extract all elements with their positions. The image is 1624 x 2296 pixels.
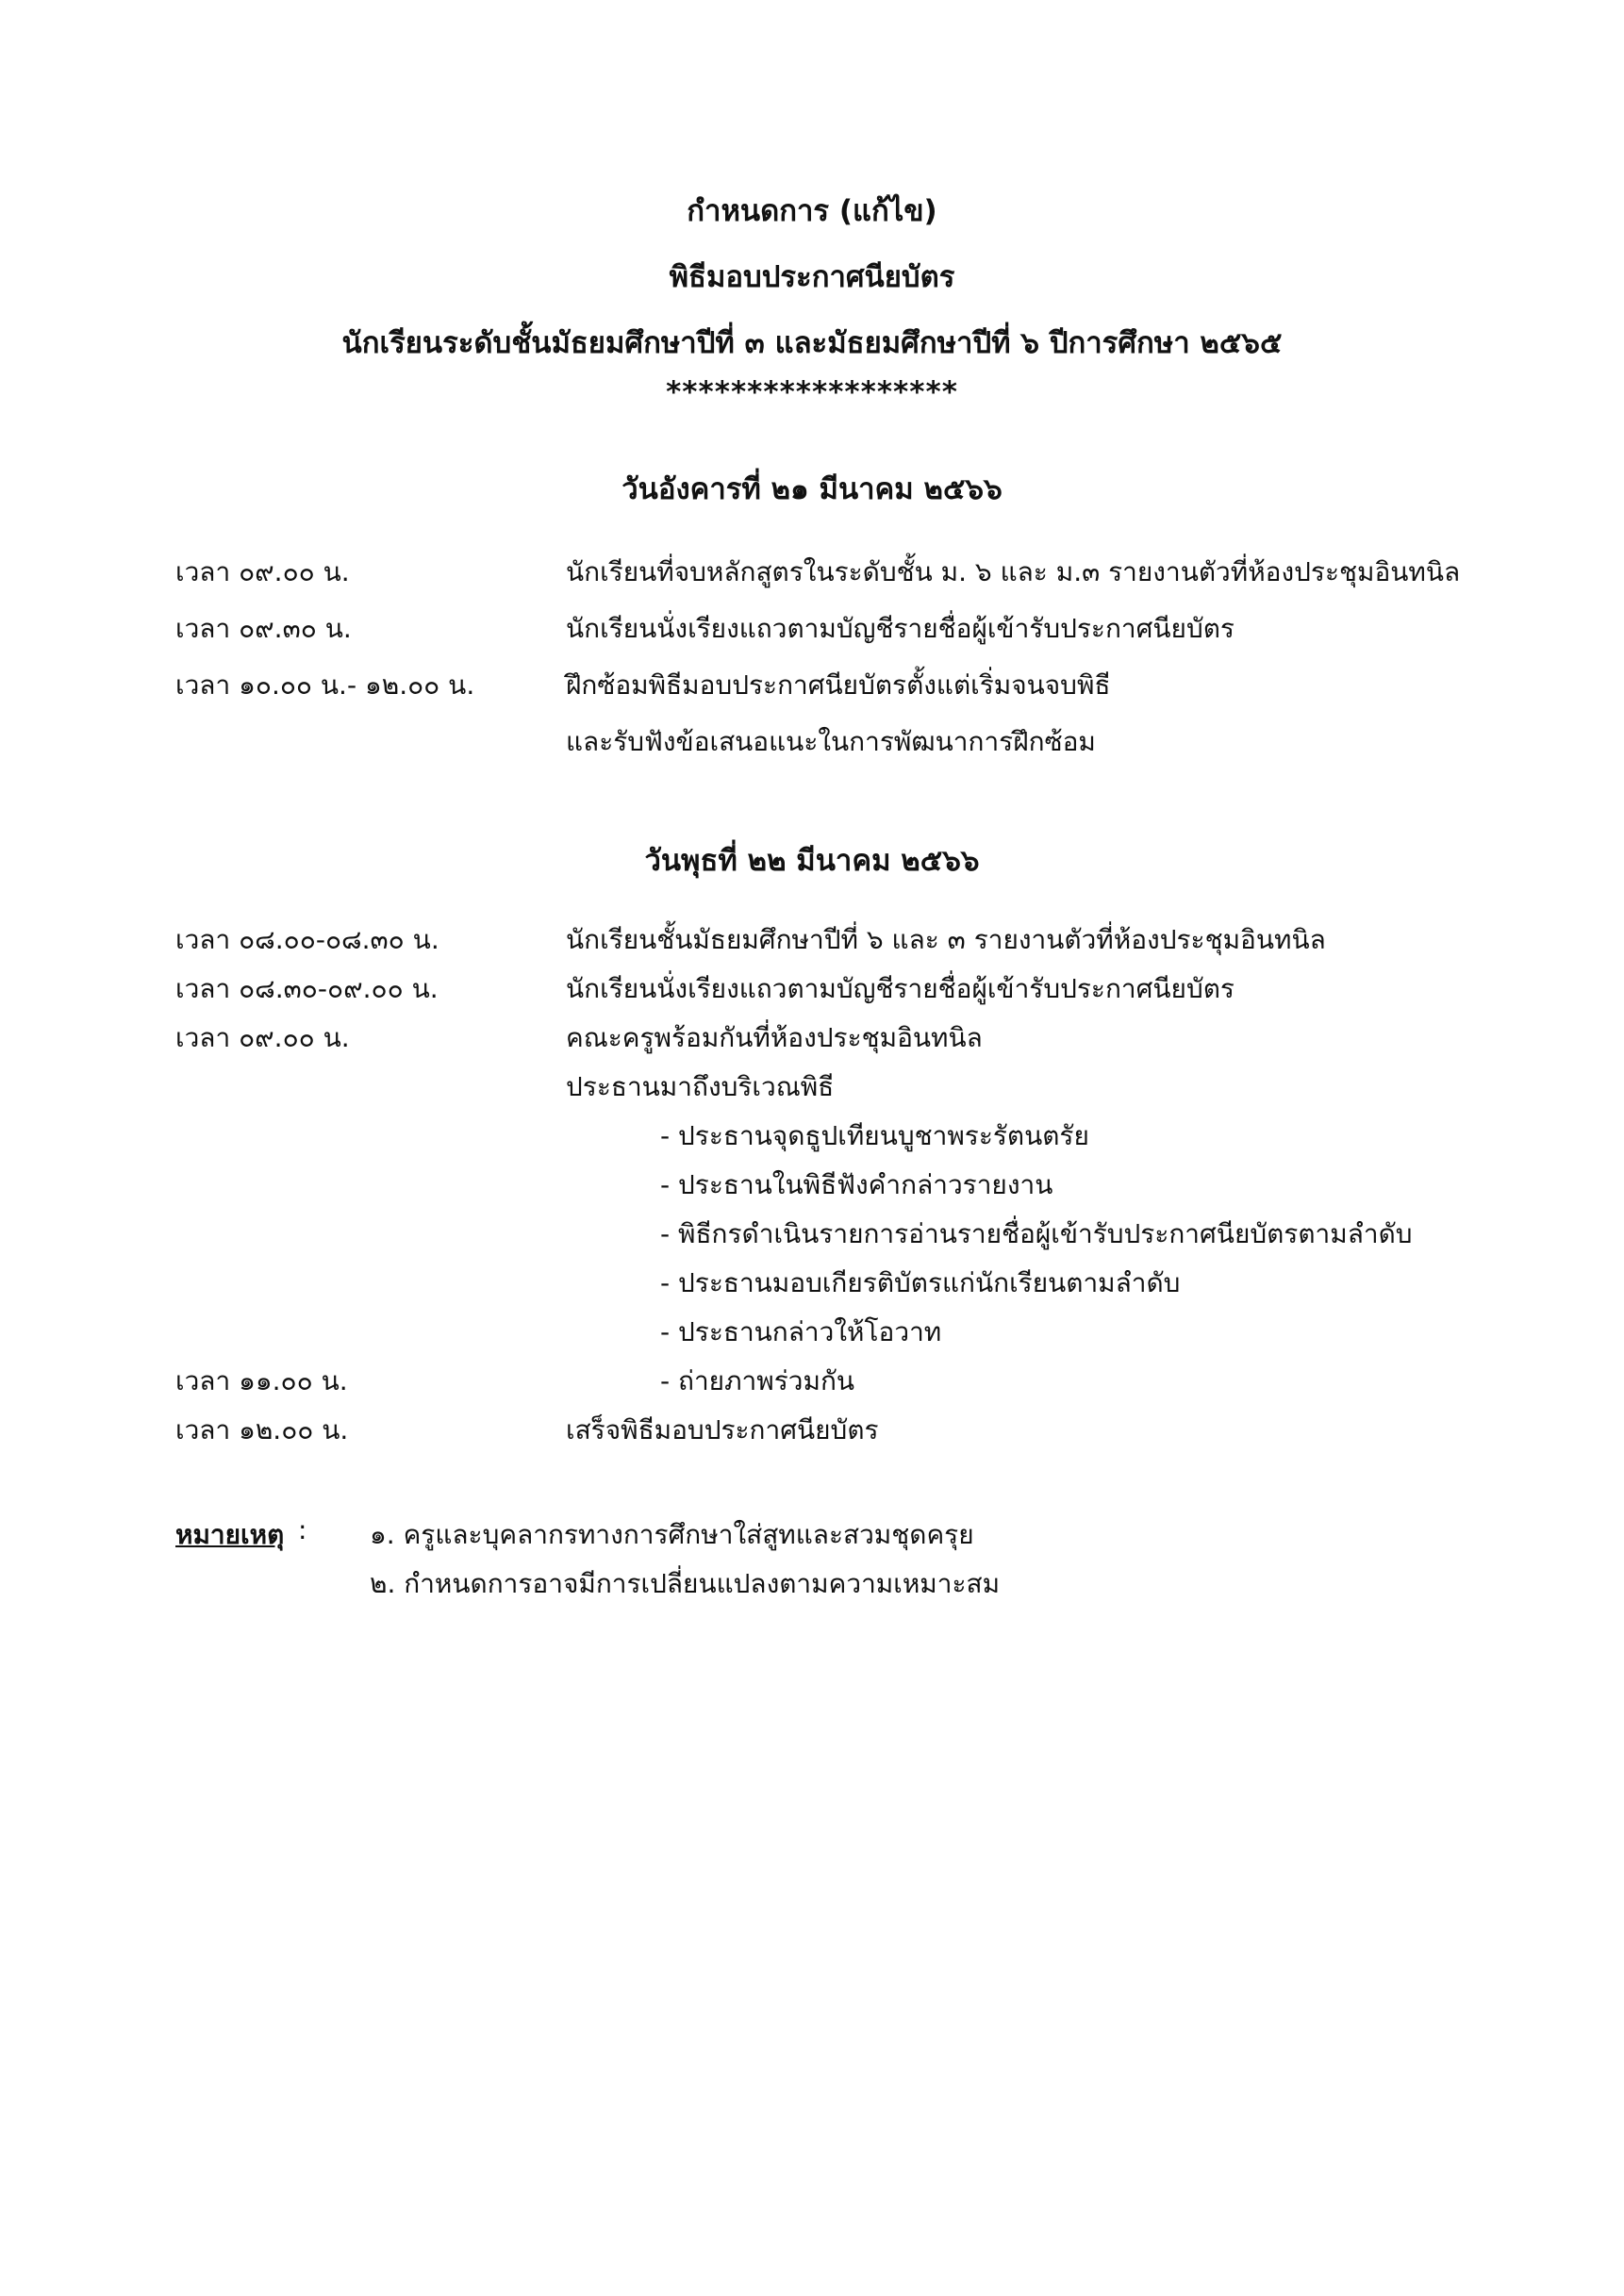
day1-row bbox=[0, 665, 1624, 706]
row-desc: นักเรียนนั่งเรียงแถวตามบัญชีรายชื่อผู้เข้ารับประกาศนียบัตร bbox=[566, 613, 1235, 644]
row-desc: ประธานมาถึงบริเวณพิธี bbox=[566, 1071, 835, 1102]
sub-item-text: - ประธานในพิธีฟังคำกล่าวรายงาน bbox=[660, 1169, 1053, 1200]
row-desc: นักเรียนชั้นมัธยมศึกษาปีที่ ๖ และ ๓ รายงานตัวที่ห้องประชุมอินทนิล bbox=[566, 924, 1326, 955]
day2-row bbox=[0, 968, 1624, 1010]
sub-item-text: - พิธีกรดำเนินรายการอ่านรายชื่อผู้เข้ารับประกาศนียบัตรตามลำดับ bbox=[660, 1218, 1413, 1249]
note-label: หมายเหตุ bbox=[175, 1519, 285, 1550]
day2-row bbox=[0, 1017, 1624, 1059]
row-time: เวลา ๐๘.๓๐-๐๙.๐๐ น. bbox=[175, 973, 439, 1004]
day1-row bbox=[0, 552, 1624, 593]
day1-row bbox=[0, 608, 1624, 650]
note-item: ๑. ครูและบุคลากรทางการศึกษาใส่สูทและสวมชุดครุย bbox=[370, 1519, 974, 1550]
sub-item bbox=[0, 1312, 1624, 1353]
day1-heading: วันอังคารที่ ๒๑ มีนาคม ๒๕๖๖ bbox=[621, 472, 1003, 506]
day1-row bbox=[0, 721, 1624, 763]
row-desc: และรับฟังข้อเสนอแนะในการพัฒนาการฝึกซ้อม bbox=[566, 726, 1096, 757]
row-time: เวลา ๐๙.๐๐ น. bbox=[175, 1022, 350, 1053]
title-ceremony: พิธีมอบประกาศนียบัตร bbox=[669, 260, 955, 294]
day2-row bbox=[0, 1066, 1624, 1108]
sub-item-text: - ประธานกล่าวให้โอวาท bbox=[660, 1316, 942, 1347]
row-time: เวลา ๑๑.๐๐ น. bbox=[175, 1365, 348, 1396]
day2-row bbox=[0, 919, 1624, 961]
row-time: เวลา ๐๘.๐๐-๐๘.๓๐ น. bbox=[175, 924, 439, 955]
note-colon: : bbox=[298, 1514, 307, 1545]
row-desc: เสร็จพิธีมอบประกาศนียบัตร bbox=[566, 1414, 879, 1445]
row-time: เวลา ๑๒.๐๐ น. bbox=[175, 1414, 349, 1445]
title-students: นักเรียนระดับชั้นมัธยมศึกษาปีที่ ๓ และมัธยมศึกษาปีที่ ๖ ปีการศึกษา ๒๕๖๕ bbox=[341, 326, 1283, 360]
row-desc: ฝึกซ้อมพิธีมอบประกาศนียบัตรตั้งแต่เริ่มจนจบพิธี bbox=[566, 669, 1111, 701]
row-time: เวลา ๐๙.๐๐ น. bbox=[175, 556, 350, 587]
row-desc: นักเรียนที่จบหลักสูตรในระดับชั้น ม. ๖ และ ม.๓ รายงานตัวที่ห้องประชุมอินทนิล bbox=[566, 556, 1461, 587]
sub-item bbox=[0, 1263, 1624, 1304]
sub-item bbox=[0, 1165, 1624, 1206]
day2-heading: วันพุธที่ ๒๒ มีนาคม ๒๕๖๖ bbox=[644, 844, 980, 878]
row-time: เวลา ๑๐.๐๐ น.- ๑๒.๐๐ น. bbox=[175, 669, 475, 701]
sub-item-text: - ถ่ายภาพร่วมกัน bbox=[660, 1365, 855, 1396]
title-schedule: กำหนดการ (แก้ไข) bbox=[687, 194, 937, 228]
sub-item-text: - ประธานมอบเกียรติบัตรแก่นักเรียนตามลำดับ bbox=[660, 1267, 1181, 1298]
stars-divider: ****************** bbox=[666, 375, 958, 409]
row-desc: นักเรียนนั่งเรียงแถวตามบัญชีรายชื่อผู้เข้ารับประกาศนียบัตร bbox=[566, 973, 1235, 1004]
row-desc: คณะครูพร้อมกันที่ห้องประชุมอินทนิล bbox=[566, 1022, 983, 1053]
sub-item bbox=[0, 1115, 1624, 1157]
note-item: ๒. กำหนดการอาจมีการเปลี่ยนแปลงตามความเหมาะสม bbox=[370, 1568, 1001, 1599]
row-time: เวลา ๐๙.๓๐ น. bbox=[175, 613, 352, 644]
sub-item-text: - ประธานจุดธูปเทียนบูชาพระรัตนตรัย bbox=[660, 1120, 1089, 1151]
end-row bbox=[0, 1410, 1624, 1451]
sub-item bbox=[0, 1214, 1624, 1255]
photo-row bbox=[0, 1361, 1624, 1402]
